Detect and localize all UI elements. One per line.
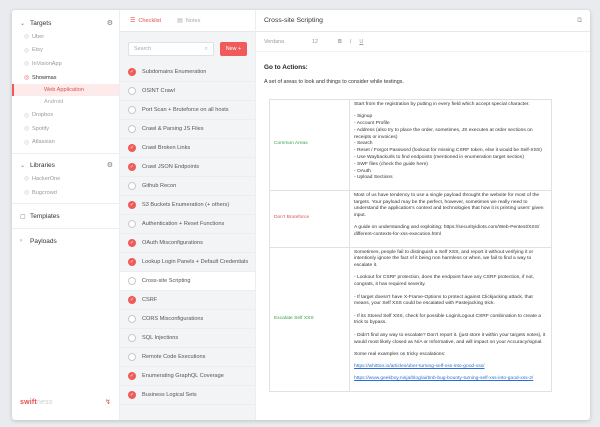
checklist-item-label: Business Logical Sets <box>142 392 197 398</box>
checklist-item-label: SQL Injections <box>142 335 179 341</box>
bold-button[interactable]: B <box>338 38 342 45</box>
checklist-item[interactable] <box>120 82 255 101</box>
checked-circle-icon[interactable]: ✓ <box>129 297 135 303</box>
sidebar-item-label: InVisionApp <box>32 60 62 67</box>
checklist-item-label: Cross-site Scripting <box>142 278 191 284</box>
row-label: Don't Bruteforce <box>270 190 350 247</box>
checklist-item-label: Authentication + Reset Functions <box>142 221 225 227</box>
panel-tabs <box>120 10 255 32</box>
editor-content[interactable] <box>256 52 590 392</box>
link[interactable]: https://whitton.io/articles/uber-turning-self-xss-into-good-xss/ <box>354 364 485 370</box>
unchecked-circle-icon[interactable] <box>128 353 136 361</box>
sidebar-item-label: Atlassian <box>32 139 55 146</box>
checklist-panel <box>120 10 256 420</box>
paragraph: A guide on understanding and exploiting: https://securityidiots.com/Web-Pentest/XSS/ different-contexts-for-xss-execution.html <box>354 225 540 238</box>
target-icon: ◎ <box>24 75 30 82</box>
checklist-item[interactable] <box>120 158 255 177</box>
checklist-item-label: OSINT Crawl <box>142 88 175 94</box>
unchecked-circle-icon[interactable] <box>128 182 136 190</box>
sidebar <box>12 10 120 420</box>
paragraph: - Didn't find any way to escalate? Don't report it. (just store it within your targets notes), it would most likely closed as N/A or Informative, and will impact on your Accuracy/signal. <box>354 332 546 345</box>
link[interactable]: https://www.geekboy.ninja/blog/airbnb-bug-bounty-turning-self-xss-into-good-xss-2/ <box>354 376 534 382</box>
checklist-items <box>120 63 255 405</box>
checklist-item-label: Crawl JSON Endpoints <box>142 164 200 170</box>
checked-circle-icon[interactable]: ✓ <box>129 164 135 170</box>
checklist-item-label: Crawl Broken Links <box>142 145 191 151</box>
templates-nav[interactable] <box>12 208 119 224</box>
unchecked-circle-icon[interactable] <box>128 315 136 323</box>
libraries-list <box>12 172 119 199</box>
divider <box>12 203 119 204</box>
checked-circle-icon[interactable]: ✓ <box>129 145 135 151</box>
paragraph: - If its Stored Self XSS, check for possible Login/Logout CSRF combination to create a trick to bypass. <box>354 313 542 326</box>
gear-icon[interactable]: ⚙ <box>106 20 113 27</box>
sidebar-item-label: Etsy <box>32 47 43 54</box>
tab-notes-label: Notes <box>185 17 201 24</box>
checklist-item-label: Crawl & Parsing JS Files <box>142 126 204 132</box>
page-title: Cross-site Scripting <box>264 17 323 24</box>
editor-header <box>256 10 590 32</box>
sidebar-item-dropbox[interactable] <box>12 108 119 122</box>
checklist-item[interactable] <box>120 386 255 405</box>
checklist-item-label: OAuth Misconfigurations <box>142 240 203 246</box>
target-icon: ◎ <box>24 34 30 41</box>
checklist-item[interactable] <box>120 215 255 234</box>
brand-bold: swift <box>20 399 37 406</box>
checklist-item[interactable] <box>120 291 255 310</box>
note-editor <box>256 10 590 420</box>
italic-button[interactable]: I <box>349 38 352 45</box>
font-select[interactable]: Verdana <box>264 38 285 45</box>
payloads-label: Payloads <box>30 237 57 245</box>
targets-header-label: Targets <box>30 19 52 27</box>
format-toolbar <box>256 32 590 52</box>
templates-label: Templates <box>30 212 60 220</box>
checklist-item[interactable] <box>120 196 255 215</box>
copy-icon[interactable]: ⧉ <box>577 16 582 24</box>
target-icon: ◎ <box>24 112 30 119</box>
divider <box>12 228 119 229</box>
content-intro: A set of areas to look and things to consider while testings. <box>264 79 404 85</box>
actions-table <box>269 99 552 392</box>
chevron-down-icon: ⌄ <box>20 162 26 169</box>
target-icon: ◎ <box>24 47 30 54</box>
unchecked-circle-icon[interactable] <box>128 125 136 133</box>
sidebar-subitem-web-application[interactable]: Web Application <box>12 84 119 96</box>
checklist-item[interactable] <box>120 177 255 196</box>
checklist-item-label: S3 Buckets Enumeration (+ others) <box>142 202 230 208</box>
target-icon: ◎ <box>24 139 30 146</box>
unchecked-circle-icon[interactable] <box>128 87 136 95</box>
sidebar-item-label: Dropbox <box>32 112 54 119</box>
checklist-item[interactable] <box>120 253 255 272</box>
paragraph: - Signup - Account Profile - Address (also try to place the order, sometimes, JS executes at order sections on receipts or invoices) - Search - Reset / Forgot Password (lookout for missing CSRF token, else it would be Self-XSS) - Use Waybackurls to find endpoints (mentioned in enumeration target section) - SWF files (check the guide here) - OAuth - Upload Sections <box>354 114 542 181</box>
checklist-item-label: CORS Misconfigurations <box>142 316 204 322</box>
brand-light: ness <box>36 399 53 406</box>
search-row <box>120 32 255 62</box>
sidebar-item-bugcrowd[interactable] <box>12 186 119 200</box>
link-icon[interactable]: ↯ <box>105 399 111 406</box>
checklist-item[interactable] <box>120 120 255 139</box>
target-subitems <box>12 84 119 108</box>
tab-notes[interactable] <box>177 17 200 24</box>
checked-circle-icon[interactable]: ✓ <box>129 69 135 75</box>
unchecked-circle-icon[interactable] <box>128 106 136 114</box>
payloads-nav[interactable] <box>12 233 119 249</box>
chevron-down-icon: ⌄ <box>20 20 26 27</box>
libraries-header[interactable] <box>12 158 119 172</box>
paragraph: Some real examples on tricky escalations: <box>354 351 446 357</box>
unchecked-circle-icon[interactable] <box>128 277 136 285</box>
target-icon: ◎ <box>24 176 30 183</box>
sidebar-item-label: Spotify <box>32 125 50 132</box>
sidebar-item-uber[interactable] <box>12 30 119 44</box>
table-row <box>270 190 552 247</box>
app-window <box>12 10 590 420</box>
checked-circle-icon[interactable]: ✓ <box>129 240 135 246</box>
table-row <box>270 247 552 391</box>
table-row <box>270 100 552 191</box>
checklist-item[interactable] <box>120 272 255 291</box>
target-icon: ◎ <box>24 126 30 133</box>
checklist-item[interactable] <box>120 234 255 253</box>
checklist-icon: ☰ <box>130 18 136 24</box>
sidebar-item-showmax[interactable] <box>12 71 119 85</box>
checklist-item-label: Port Scan + Bruteforce on all hosts <box>142 107 229 113</box>
gear-icon[interactable]: ⚙ <box>106 162 113 170</box>
font-size-select[interactable]: 12 <box>312 38 318 45</box>
sidebar-subitem-android[interactable]: Android <box>44 99 64 106</box>
checked-circle-icon[interactable]: ✓ <box>129 202 135 208</box>
search-input[interactable] <box>128 42 214 56</box>
checklist-item-label: Github Recon <box>142 183 177 189</box>
checklist-item[interactable] <box>120 63 255 82</box>
paragraph: - Lookout for CSRF protection, does the endpoint have any CSRF protection, if not, congrats, it has required severity. <box>354 275 534 288</box>
sidebar-item-label: HackerOne <box>32 175 61 182</box>
checklist-item-label: Enumerating GraphQL Coverage <box>142 373 224 379</box>
checklist-item[interactable] <box>120 367 255 386</box>
checklist-item[interactable] <box>120 329 255 348</box>
sidebar-item-atlassian[interactable] <box>12 136 119 150</box>
underline-button[interactable]: U <box>359 38 364 45</box>
sidebar-item-spotify[interactable] <box>12 122 119 136</box>
sidebar-item-hackerone[interactable] <box>12 172 119 186</box>
checklist-item[interactable] <box>120 139 255 158</box>
checked-circle-icon[interactable]: ✓ <box>129 259 135 265</box>
target-icon: ◎ <box>24 190 30 197</box>
new-button[interactable]: New + <box>220 42 247 56</box>
checklist-item[interactable] <box>120 348 255 367</box>
tab-checklist[interactable] <box>130 17 161 24</box>
tab-checklist-label: Checklist <box>138 17 162 24</box>
target-icon: ◎ <box>24 61 30 68</box>
checklist-item[interactable] <box>120 101 255 120</box>
row-content <box>350 190 552 247</box>
targets-header[interactable] <box>12 16 119 30</box>
paragraph: - If target doesn't have X-Frame-Options to protect against Clickjacking attack, that means, your Self XSS could be escalated with Pastejacking trick. <box>354 294 533 307</box>
sidebar-item-label: Bugcrowd <box>32 189 57 196</box>
checked-circle-icon[interactable]: ✓ <box>129 373 135 379</box>
checklist-item-label: CSRF <box>142 297 158 303</box>
row-label: Escalate Self XSS <box>270 247 350 391</box>
checklist-item-label: Subdomains Enumeration <box>142 69 207 75</box>
libraries-header-label: Libraries <box>30 161 55 169</box>
paragraph: Start from the registration by putting in every field which accept special character. <box>354 102 530 107</box>
search-placeholder: Search <box>134 46 152 52</box>
checklist-item-label: Remote Code Executions <box>142 354 206 360</box>
row-content <box>350 247 552 391</box>
chevron-right-icon: › <box>20 238 22 245</box>
divider <box>12 153 119 154</box>
targets-list <box>12 30 119 84</box>
brand-logo <box>20 399 53 406</box>
file-icon: ▢ <box>20 213 26 220</box>
more-targets-list <box>12 108 119 149</box>
row-content <box>350 100 552 191</box>
row-label: Common Areas <box>270 100 350 191</box>
paragraph: Most of us have tendency to use a single payload throught the website for most of the targets. Your payload may be the perfect, however, sometimes we really need to understand the application's context and technologies that how it is printing users' given input. <box>354 192 544 219</box>
unchecked-circle-icon[interactable] <box>128 220 136 228</box>
search-icon: ⌕ <box>204 45 208 52</box>
checklist-item-label: Lookup Login Panels + Default Credentials <box>142 259 249 265</box>
notes-icon: ▤ <box>177 18 183 24</box>
sidebar-item-label: Uber <box>32 33 45 40</box>
checked-circle-icon[interactable]: ✓ <box>129 392 135 398</box>
sidebar-item-invisionapp[interactable] <box>12 57 119 71</box>
unchecked-circle-icon[interactable] <box>128 334 136 342</box>
content-heading: Go to Actions: <box>264 64 308 71</box>
sidebar-item-label: Showmax <box>32 74 57 81</box>
sidebar-item-etsy[interactable] <box>12 44 119 58</box>
paragraph: Sometimes, people fail to distinguish a Self XSS, and report it without verifying it or intentionly ignore the fact of it being non harmless or when, we fail to find a way to escalate it. <box>354 249 534 269</box>
checklist-item[interactable] <box>120 310 255 329</box>
